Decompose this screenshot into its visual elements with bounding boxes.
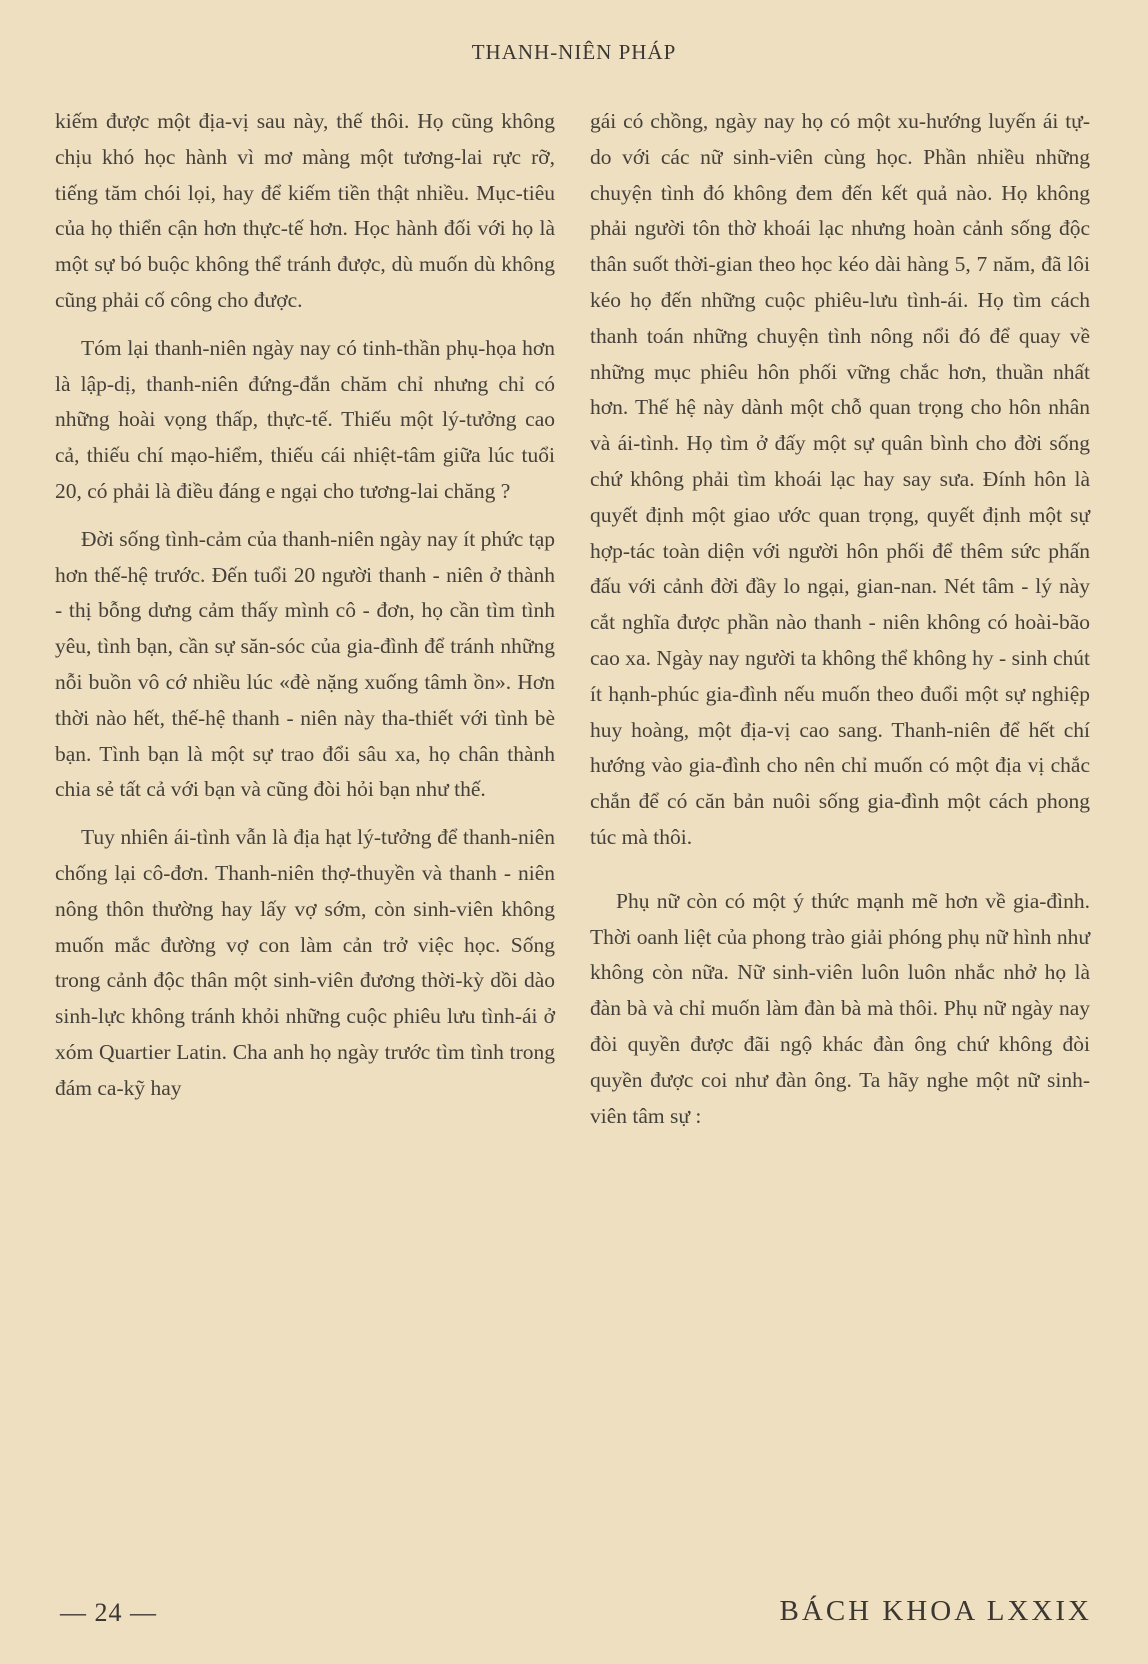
page-number: — 24 — (60, 1598, 157, 1627)
right-column (590, 104, 1090, 1134)
paragraph: Tóm lại thanh-niên ngày nay có tinh-thần phụ-họa hơn là lập-dị, thanh-niên đứng-đắn chăm chỉ nhưng chỉ có những hoài vọng thấp, thực-tế. Thiếu một lý-tưởng cao cả, thiếu chí mạo-hiểm, thiếu cái nhiệt-tâm giữa lúc tuổi 20, có phải là điều đáng e ngại cho tương-lai chăng ? (55, 335, 555, 503)
paragraph: Đời sống tình-cảm của thanh-niên ngày nay ít phức tạp hơn thế-hệ trước. Đến tuổi 20 người thanh - niên ở thành - thị bỗng dưng cảm thấy mình cô - đơn, họ cần tìm tình yêu, tình bạn, cần sự săn-sóc của gia-đình để tránh những nỗi buồn vô cớ nhiều lúc «đè nặng xuống tâmh ồn». Hơn thời nào hết, thế-hệ thanh - niên này tha-thiết với tình bè bạn. Tình bạn là một sự trao đổi sâu xa, họ chân thành chia sẻ tất cả với bạn và cũng đòi hỏi bạn như thế. (55, 526, 555, 802)
paragraph: Phụ nữ còn có một ý thức mạnh mẽ hơn về gia-đình. Thời oanh liệt của phong trào giải phóng phụ nữ hình như không còn nữa. Nữ sinh-viên luôn luôn nhắc nhở họ là đàn bà và chỉ muốn làm đàn bà mà thôi. Phụ nữ ngày nay đòi quyền được đãi ngộ khác đàn ông chứ không đòi quyền được coi như đàn ông. Ta hãy nghe một nữ sinh-viên tâm sự : (590, 888, 1090, 1128)
running-title: THANH-NIÊN PHÁP (471, 40, 677, 64)
paragraph: kiếm được một địa-vị sau này, thế thôi. Họ cũng không chịu khó học hành vì mơ màng một tương-lai rực rỡ, tiếng tăm chói lọi, hay để kiếm tiền thật nhiều. Mục-tiêu của họ thiển cận hơn thực-tế hơn. Học hành đối với họ là một sự bó buộc không thể tránh được, dù muốn dù không cũng phải cố công cho được. (55, 109, 555, 312)
publication-title: BÁCH KHOA LXXIX (779, 1595, 1092, 1627)
paragraph: gái có chồng, ngày nay họ có một xu-hướng luyến ái tự-do với các nữ sinh-viên cùng học. Phần nhiều những chuyện tình đó không đem đến kết quả nào. Họ không phải người tôn thờ khoái lạc nhưng hoàn cảnh sống độc thân suốt thời-gian theo học kéo dài hàng 5, 7 năm, đã lôi kéo họ đến những cuộc phiêu-lưu tình-ái. Họ tìm cách thanh toán những chuyện tình nông nổi đó để quay về những mục phiêu hôn phối vững chắc hơn, thuần nhất hơn. Thế hệ này dành một chỗ quan trọng cho hôn nhân và ái-tình. Họ tìm ở đấy một sự quân bình cho đời sống chứ không phải tìm khoái lạc hay say sưa. Đính hôn là quyết định một giao ước quan trọng, quyết định một sự hợp-tác toàn diện với người hôn phối để thêm sức phấn đấu với cảnh đời đầy lo ngại, gian-nan. Nét tâm - lý này cắt nghĩa được phần nào thanh - niên không có hoài-bão cao xa. Ngày nay người ta không thể không hy - sinh chút ít hạnh-phúc gia-đình nếu muốn theo đuổi một sự nghiệp huy hoàng, một địa-vị cao sang. Thanh-niên để hết chí hướng vào gia-đình cho nên chỉ muốn có một địa vị chắc chắn để có căn bản nuôi sống gia-đình một cách phong túc mà thôi. (590, 109, 1090, 849)
paragraph: Tuy nhiên ái-tình vẫn là địa hạt lý-tưởng để thanh-niên chống lại cô-đơn. Thanh-niên thợ-thuyền và thanh - niên nông thôn thường hay lấy vợ sớm, còn sinh-viên không muốn mắc đường vợ con làm cản trở việc học. Sống trong cảnh độc thân một sinh-viên đương thời-kỳ dồi dào sinh-lực không tránh khỏi những cuộc phiêu lưu tình-ái ở xóm Quartier Latin. Cha anh họ ngày trước tìm tình trong đám ca-kỹ hay (55, 825, 555, 1100)
left-column (55, 104, 555, 1107)
